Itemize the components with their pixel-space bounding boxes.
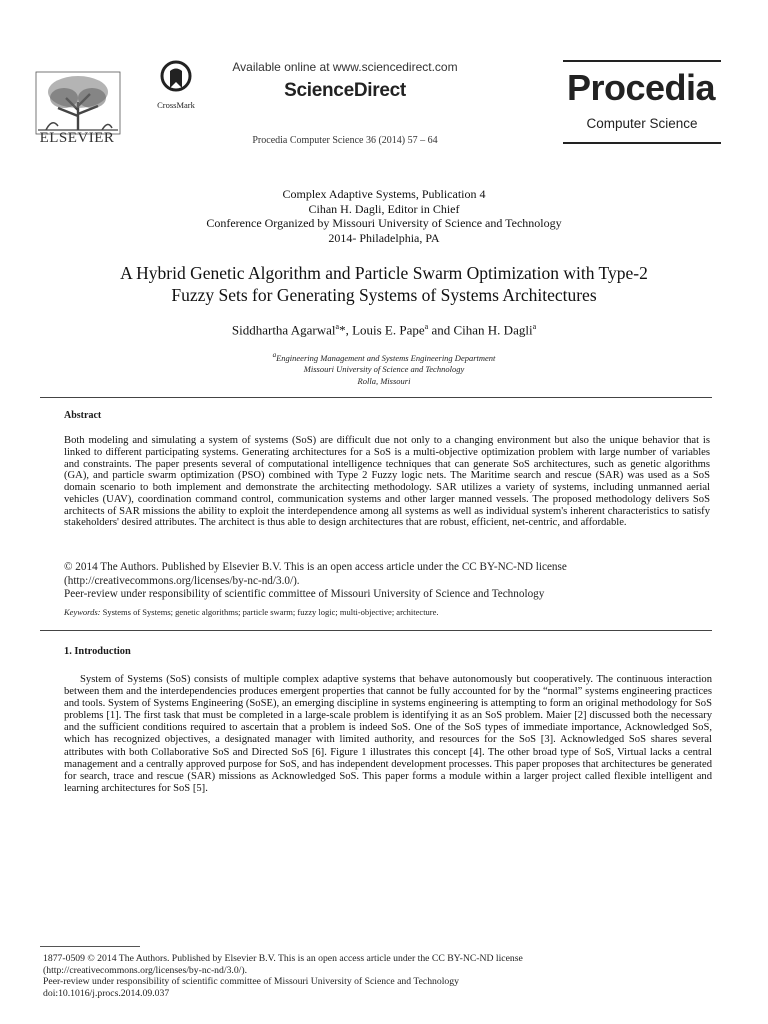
conference-line: 2014- Philadelphia, PA xyxy=(328,230,440,245)
introduction-body: System of Systems (SoS) consists of multiple complex adaptive systems that behave autonomously but cooperatively. The continuous interaction between them and the interdependencies produces emergent properties that cannot be fully accounted for by the “normal” systems engineering practices and tools. System of Systems Engineering (SoSE), an emerging discipline in systems engineering is attempting to form an original methodology for SoS problems [1]. The first task that must be completed in a large-scale problem is identifying it as an SoS problem. Maier [2] discussed both the necessary and the sufficient conditions required to ascertain that a problem is indeed SoS. One of the SoS types of immediate importance, Acknowledged SoS, which has recognized objectives, a designated manager with limited authority, and resources for the SoS [3]. Acknowledged SoS shares several attributes with both Collaborative SoS and Directed SoS [6]. Figure 1 illustrates this concept [4]. The other broad type of SoS, Virtual lacks a central management and a centrally approved purpose for SoS, and has independent development processes. This paper proposes that architectures be generated for search, trace and rescue (SAR) missions as Acknowledged SoS. This paper forms a module within a larger project called flexible intelligent and learning architectures for SoS [5]. xyxy=(64,674,712,794)
available-online-text: Available online at www.sciencedirect.com xyxy=(232,60,458,74)
title-line: A Hybrid Genetic Algorithm and Particle Swarm Optimization with Type-2 xyxy=(120,263,648,283)
affiliation-line: Rolla, Missouri xyxy=(357,375,411,386)
footer-notice xyxy=(43,953,723,1000)
procedia-logo-sub: Computer Science xyxy=(586,116,698,131)
copyright-notice xyxy=(64,561,710,602)
footer-line: Peer-review under responsibility of scientific committee of Missouri University of Science and Technology xyxy=(43,976,459,988)
copyright-line: © 2014 The Authors. Published by Elsevier B.V. This is an open access article under the CC BY-NC-ND license xyxy=(64,561,567,573)
affiliation-block xyxy=(0,350,768,387)
crossmark-badge[interactable] xyxy=(152,60,200,110)
doi[interactable]: doi:10.1016/j.procs.2014.09.037 xyxy=(43,988,170,1000)
divider xyxy=(40,630,712,631)
license-link[interactable]: (http://creativecommons.org/licenses/by-nc-nd/3.0/). xyxy=(43,964,248,976)
corresponding-mark: *, xyxy=(339,322,353,338)
keywords-list: Systems of Systems; genetic algorithms; particle swarm; fuzzy logic; multi-objective; architecture. xyxy=(100,607,439,617)
crossmark-label: CrossMark xyxy=(157,100,195,110)
procedia-logo-main: Procedia xyxy=(567,67,716,108)
procedia-logo xyxy=(563,60,721,144)
conference-info xyxy=(0,187,768,245)
affiliation-mark: a xyxy=(272,351,277,359)
author-name: Cihan H. Dagli xyxy=(453,322,533,338)
affiliation-line: Missouri University of Science and Technology xyxy=(303,364,465,375)
paper-title xyxy=(40,262,728,306)
affiliation-mark: a xyxy=(532,322,537,331)
author-list xyxy=(0,322,768,338)
title-line: Fuzzy Sets for Generating Systems of Systems Architectures xyxy=(171,285,597,305)
affiliation-mark: a xyxy=(424,322,429,331)
journal-citation: Procedia Computer Science 36 (2014) 57 – 64 xyxy=(252,135,438,146)
conference-line: Complex Adaptive Systems, Publication 4 xyxy=(282,187,486,201)
conference-line: Cihan H. Dagli, Editor in Chief xyxy=(308,201,460,216)
affiliation-line: $^a$Engineering Management and Systems Engineering Department xyxy=(272,351,496,363)
author-name: Siddhartha Agarwal xyxy=(231,322,336,338)
copyright-line: Peer-review under responsibility of scientific committee of Missouri University of Science and Technology xyxy=(64,588,545,600)
conference-line: Conference Organized by Missouri University of Science and Technology xyxy=(206,216,562,230)
crossmark-icon xyxy=(160,60,192,94)
keywords-label: Keywords: xyxy=(64,607,101,617)
sciencedirect-brand: ScienceDirect xyxy=(284,80,406,101)
publisher-name: ELSEVIER xyxy=(39,130,115,146)
footnote-divider xyxy=(40,946,140,947)
section-heading: 1. Introduction xyxy=(64,646,131,657)
author-name: Louis E. Pape xyxy=(352,322,425,338)
affiliation-mark: a xyxy=(335,322,340,331)
license-link[interactable]: (http://creativecommons.org/licenses/by-nc-nd/3.0/). xyxy=(64,574,300,587)
author-conjunction: and xyxy=(428,322,454,338)
keywords xyxy=(64,607,710,617)
abstract-body: Both modeling and simulating a system of systems (SoS) are difficult due not only to a changing environment but also the unique behavior that is linked to different participating systems. Generating architectures for a SoS is a multi-objective optimization problem with large number of variables and constraints. The paper presents several of computational intelligence techniques that can generate SoS architectures, such as genetic algorithms (GA), and particle swarm optimization (PSO) combined with Type 2 Fuzzy logic nets. The Maritime search and rescue (SAR) was used as a SoS domain scenario to both implement and demonstrate the architecting methodology. SAR utilizes a variety of systems, including unmanned aerial vehicles (UAV), coordination command control, communication systems and other larger manned vessels. The proposed methodology delivers SoS architects of SAR missions the ability to exploit the interdependence among all systems as well as individual system's inherent characteristics to satisfy stakeholders' desired attributes. The architect is thus able to design architectures that are robust, efficient, net-centric, and affordable. xyxy=(64,435,710,529)
abstract-heading: Abstract xyxy=(64,410,102,421)
divider xyxy=(40,397,712,398)
footer-line: 1877-0509 © 2014 The Authors. Published by Elsevier B.V. This is an open access article under the CC BY-NC-ND license xyxy=(43,953,523,964)
